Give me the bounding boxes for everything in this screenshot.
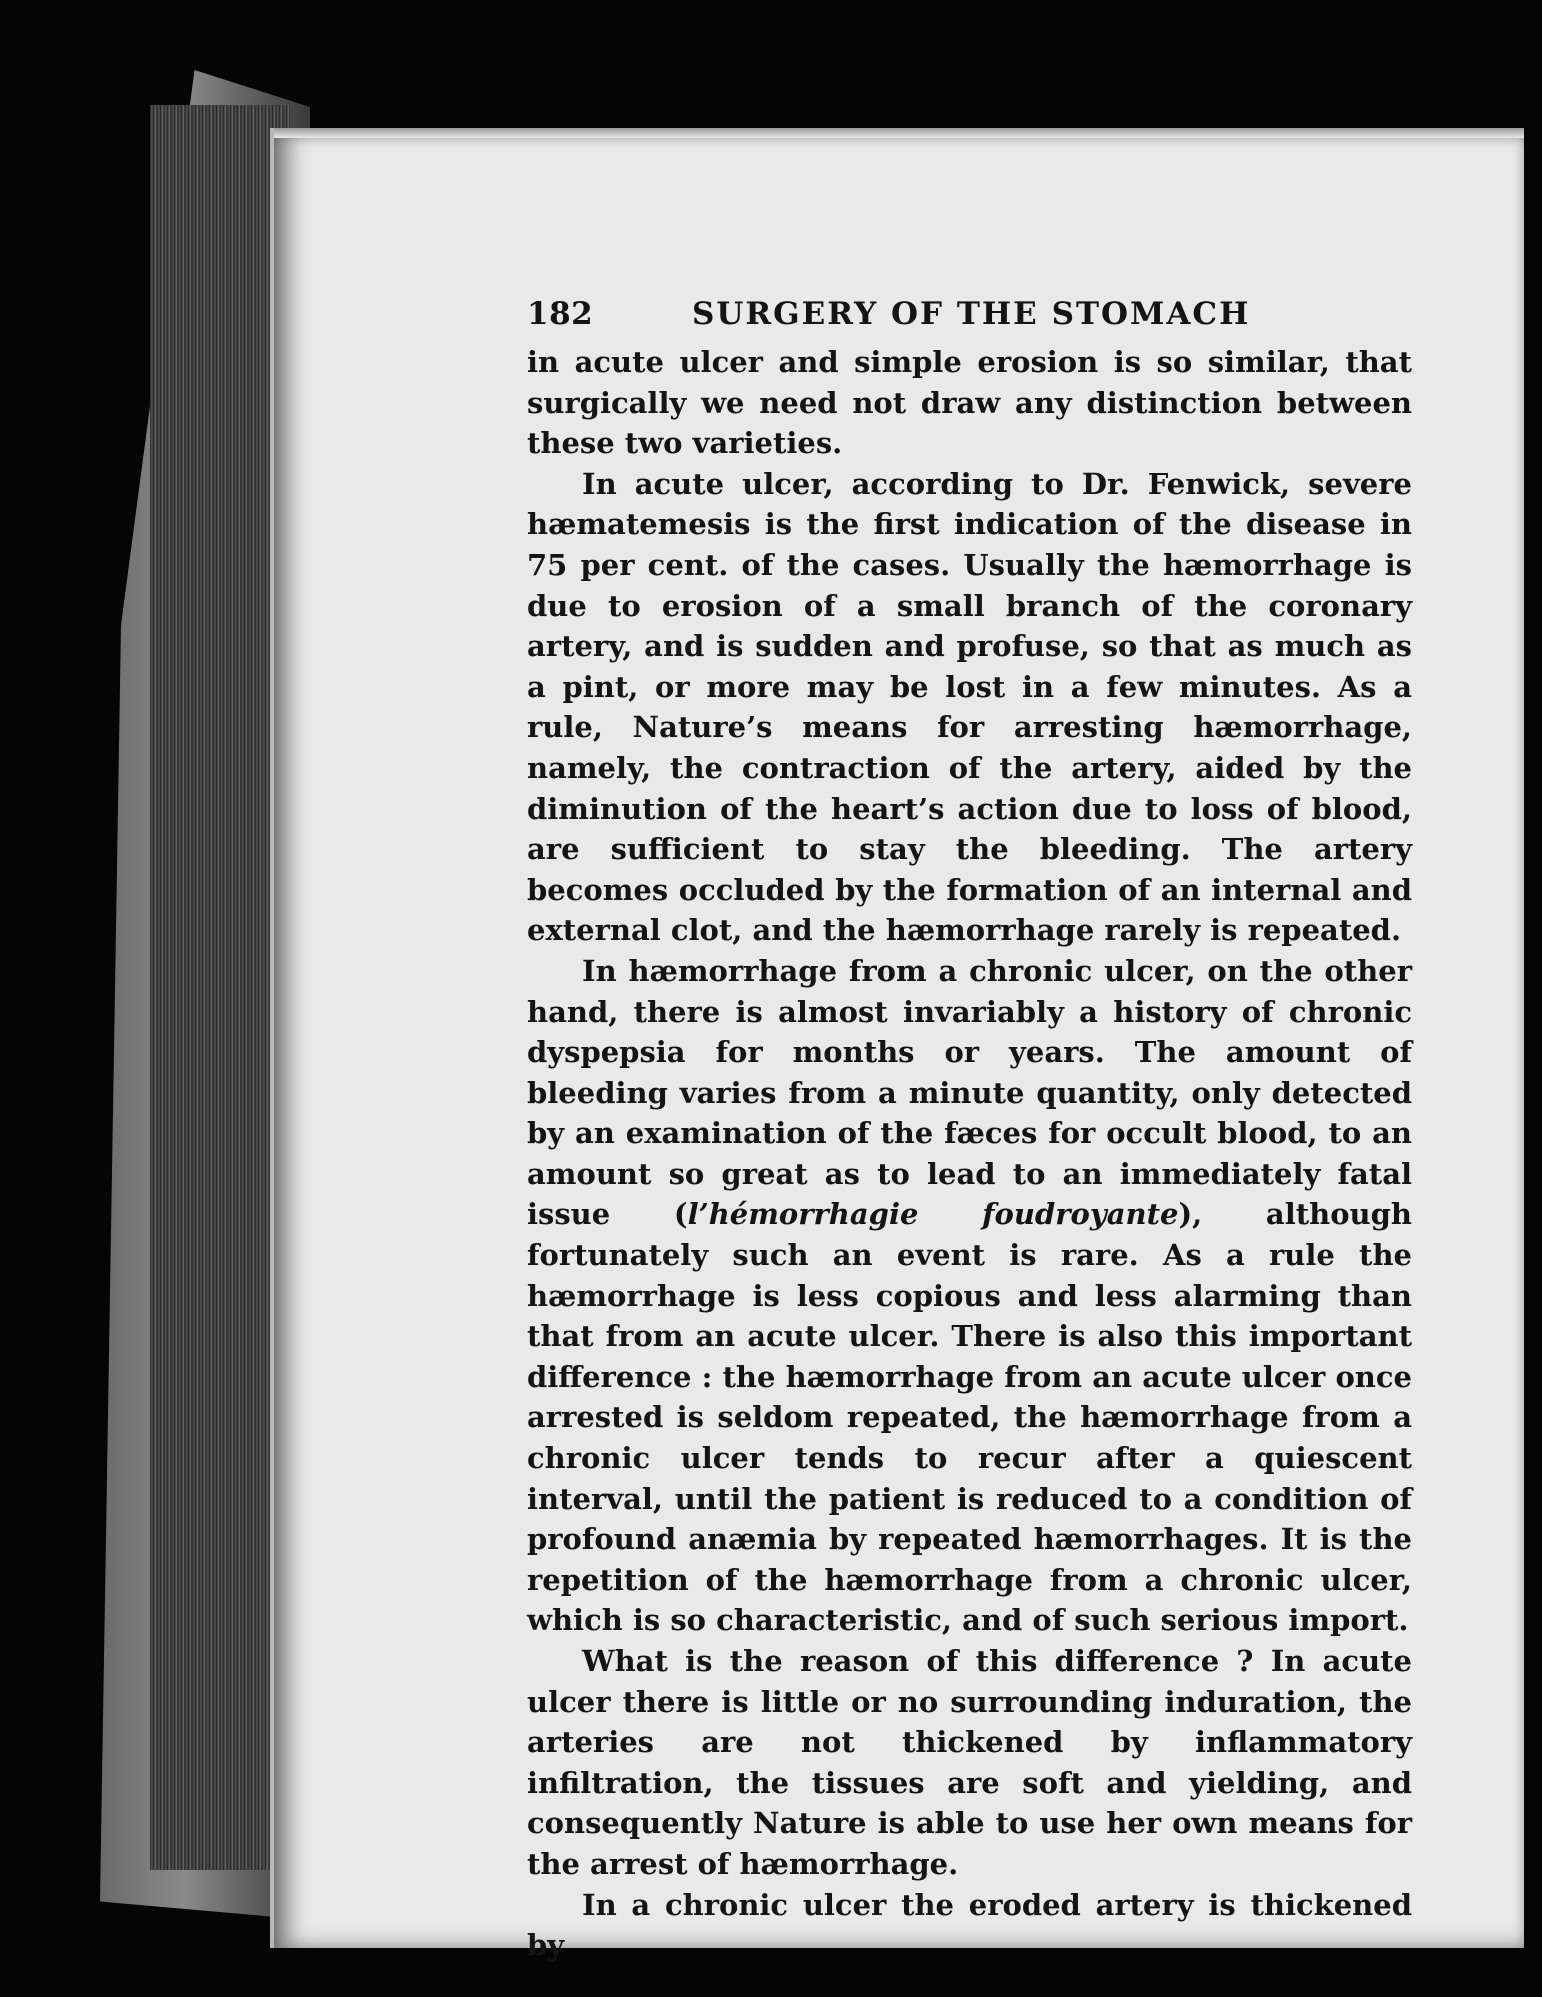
page-text-block bbox=[527, 296, 1412, 1966]
paragraph-5: In a chronic ulcer the eroded artery is thickened by bbox=[527, 1887, 1412, 1963]
paragraph-3 bbox=[527, 951, 1412, 1641]
book-page bbox=[270, 128, 1524, 1963]
running-head bbox=[527, 296, 1412, 332]
running-title: SURGERY OF THE STOMACH bbox=[692, 296, 1251, 332]
page-number: 182 bbox=[527, 296, 594, 332]
stacked-page-edges bbox=[150, 105, 290, 1870]
paragraph-1: in acute ulcer and simple erosion is so similar, that surgically we need not draw any distinction between these two varieties. bbox=[527, 345, 1412, 461]
paragraph-4: What is the reason of this difference ? In acute ulcer there is little or no surrounding induration, the arteries are not thickened by inflammatory infiltration, the tissues are soft and yielding, and consequently Nature is able to use her own means for the arrest of hæmorrhage. bbox=[527, 1644, 1412, 1881]
paragraph-2: In acute ulcer, according to Dr. Fenwick, severe hæmatemesis is the first indication of the disease in 75 per cent. of the cases. Usually the hæmorrhage is due to erosion of a small branch of the coronary artery, and is sudden and profuse, so that as much as a pint, or more may be lost in a few minutes. As a rule, Nature’s means for arresting hæmorrhage, namely, the contraction of the artery, aided by the diminution of the heart’s action due to loss of blood, are sufficient to stay the bleeding. The artery becomes occluded by the formation of an internal and external clot, and the hæmorrhage rarely is repeated. bbox=[527, 466, 1412, 948]
paragraph-3-text-before: In hæmorrhage from a chronic ulcer, on the other hand, there is almost invariably a history of chronic dyspepsia for months or years. The amount of bleeding varies from a minute quantity, only detected by an examination of the fæces for occult blood, to an amount so great as to lead to an immediately fatal issue ( bbox=[527, 953, 1412, 1232]
paragraph-3-text-after: ), although fortunately such an event is rare. As a rule the hæmorrhage is less copious and less alarming than that from an acute ulcer. There is also this important difference : the hæmorrhage from an acute ulcer once arrested is seldom repeated, the hæmorrhage from a chronic ulcer tends to recur after a quiescent interval, until the patient is reduced to a condition of profound anæmia by repeated hæmorrhages. It is the repetition of the hæmorrhage from a chronic ulcer, which is so characteristic, and of such serious import. bbox=[527, 1197, 1412, 1638]
paragraph-3-italic-phrase: l’hémorrhagie foudroyante bbox=[687, 1197, 1179, 1232]
page-top-shadow bbox=[274, 128, 1524, 138]
